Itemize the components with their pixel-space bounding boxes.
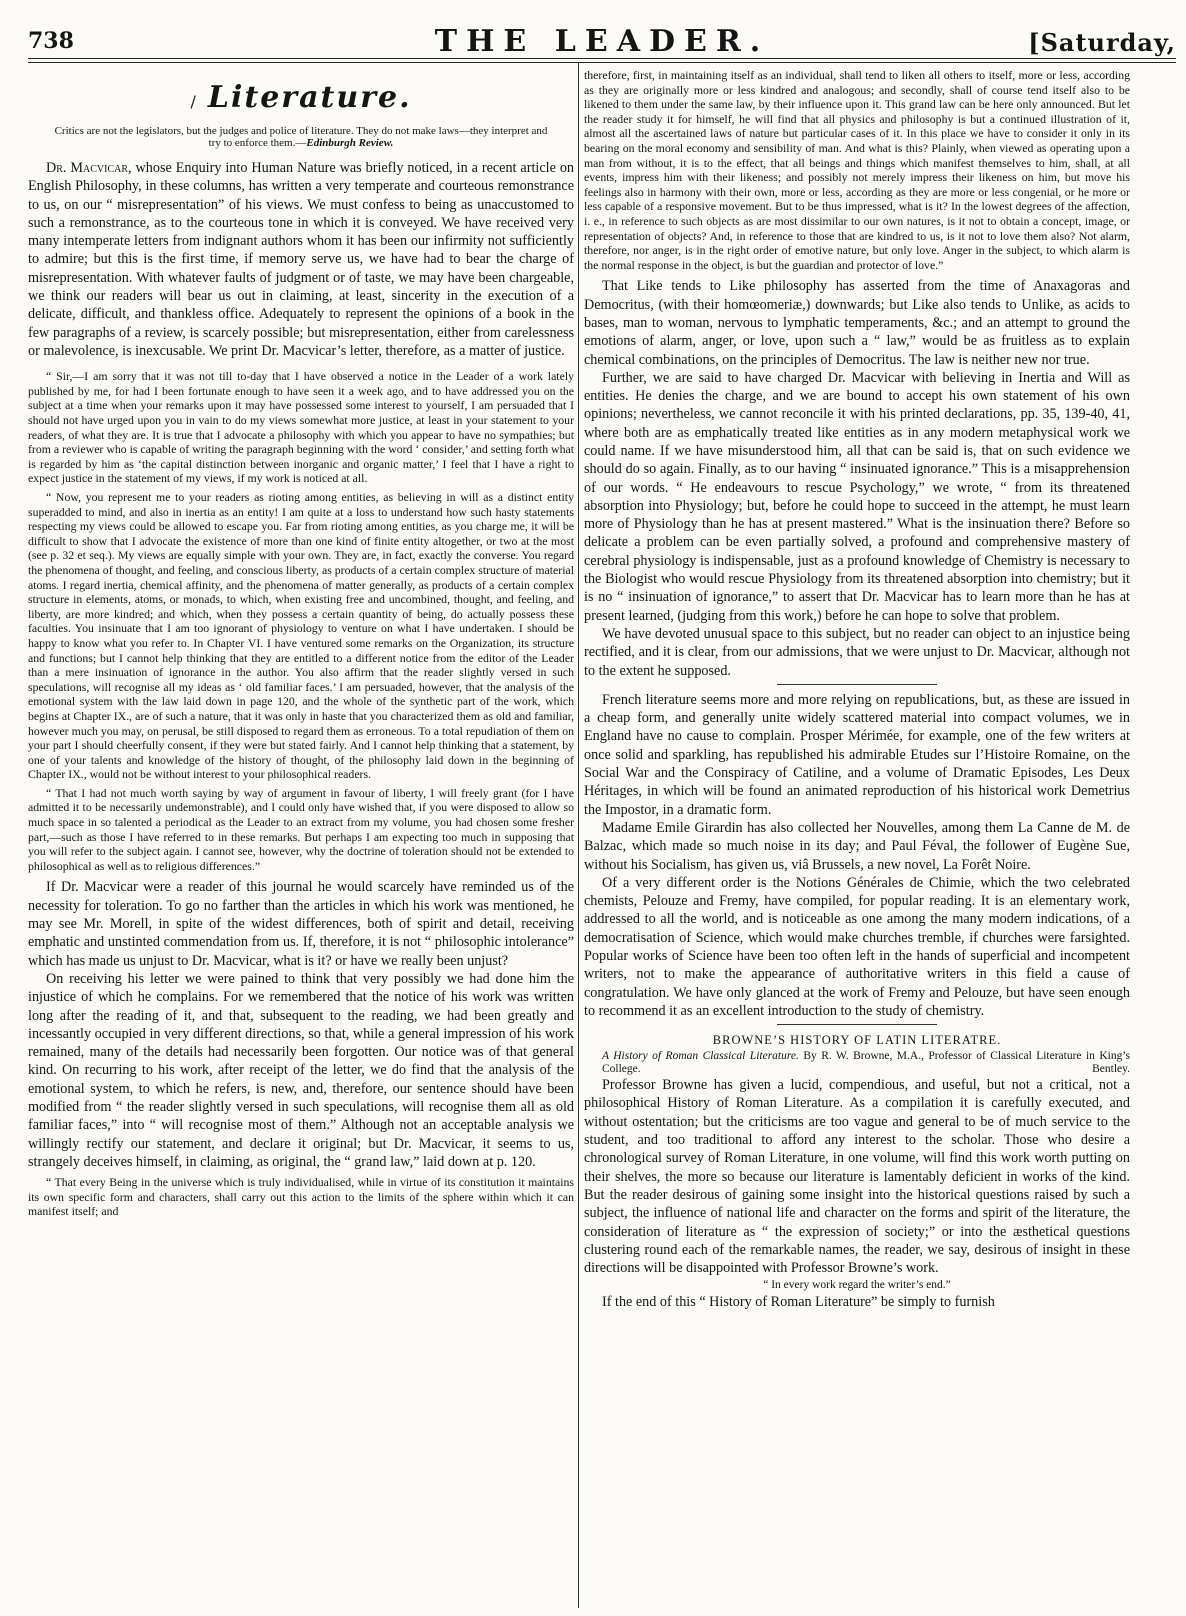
quotation-continued: therefore, first, in maintaining itself as an individual, shall tend to liken all others to itself, more or less, according as they are originally more or less kindred and analogous; and secondly, shall of course tend itself also to be likened to them under the same law, by their influence upon it. This grand law can be here only announced. But let the reader study it for himself, he will find that all physics and philosophy is but a continued illustration of it, almost all the ascertained laws of nature but particular cases of it. In this place we have to consider it only in its bearing on the moral economy and sensibility of man. And what is this? Plainly, when viewed as operating upon a man from without, it is to the effect, that all beings and things which manifest themselves to him, shall, at all events, impress him with their likeness; and possibly not merely impress their likeness on him, but move his feelings also in harmony with their own, more or less, according as they are more or less congenial, or he more or less capable of a responsive movement. But to be thus impressed, what is it? In the lowest degrees of the affection, i. e., in reference to such objects as are most dissimilar to our own natures, is it not to obtain a concept, image, or representation of objects? And, in reference to those that are kindred to us, is it not to love them also? Not alarm, therefore, nor anger, is in the right order of emotive nature, but only love. Anger in the subject, to which alarm is the normal response in the object, is but the guardian and protector of love.” bbox=[584, 68, 1130, 272]
motto bbox=[48, 125, 554, 149]
review-publisher: Bentley. bbox=[1092, 1063, 1130, 1076]
letter-paragraph: “ Sir,—I am sorry that it was not till to-day that I have observed a notice in the Leader of a work lately published by me, for had I been fortunate enough to have seen it a week ago, and to have addressed you on the subject at a time when your remarks upon it may have possessed some interest to yourself, I am persuaded that I should not have urged upon you in vain to do my views somewhat more justice, at least in your statement to your readers, of what they are. It is true that I advocate a philosophy with which you appear to have no sympathies; but from a reviewer who is capable of writing the paragraph beginning with the word ‘ consider,’ and setting forth what is regarded by him as ‘the capital distinction between inorganic and organic matter,’ I feel that I have a right to expect justice in the statement of my views, if my work is noticed at all. bbox=[28, 369, 574, 486]
article-paragraph: We have devoted unusual space to this subject, but no reader can object to an injustice being rectified, and it is clear, from our admissions, that we were unjust to Dr. Macvicar, although not to the extent he supposed. bbox=[584, 625, 1130, 679]
header-rule-second bbox=[28, 62, 1176, 63]
right-column bbox=[584, 68, 1130, 1608]
page-number: 738 bbox=[28, 28, 74, 54]
section-divider bbox=[777, 1024, 937, 1025]
article-paragraph: That Like tends to Like philosophy has asserted from the time of Anaxagoras and Democritus, (with their homœomeriæ,) downwards; but Like also tends to Unlike, as acids to bases, man to woman, nervous to lymphatic temperaments, &c.; and an attempt to ground the emotions of alarm, anger, or love, upon such a “ law,” would be as fruitless as to explain chemical combinations, on the principles of Democritus. The law is neither new nor true. bbox=[584, 278, 1130, 368]
review-paragraph: Professor Browne has given a lucid, compendious, and useful, but not a critical, not a philosophical History of Roman Literature. As a compilation it is carefully executed, and without ostentation; but the criticisms are too vague and general to be of much service to the student, and too traditional to afford any interest to the scholar. Those who desire a chronological survey of Roman Literature, in one volume, will find this work worth putting on their shelves, the more so because our literature is lamentably deficient in works of the kind. But the reader desirous of gaining some insight into the historical questions raised by such a subject, the influence of national life and character on the forms and spirit of the literature, the consideration of literature as “ the expression of society;” or into the æsthetical questions clustering round each of the remarkable names, the reader, we say, desirous of insight in these directions will be disappointed with Professor Browne’s work. bbox=[584, 1077, 1130, 1277]
article-paragraph: Further, we are said to have charged Dr. Macvicar with believing in Inertia and Will as entities. He denies the charge, and we are bound to accept his own statement of his own opinions; nevertheless, we cannot reconcile it with his printed declarations, pp. 35, 139-40, 41, where both are as emphatically treated like entities as in any modern metaphysical work we could name. If we have misunderstood him, all that can be said is, that on such evidence we should do so again. Finally, as to our having “ insinuated ignorance.” This is a misapprehension of our words. “ He endeavours to rescue Psychology,” we wrote, “ from its threatened absorption into Physiology; but, before he could hope to succeed in the attempt, he must learn more of Physiology than he has at present mastered.” What is the insinuation there? Before so delicate a problem can be even partially solved, a profound and comprehensive mastery of cerebral physiology is indispensable, just as a profound knowledge of Chemistry is necessary to the Biologist who would rescue Physiology from its threatened absorption into chemistry; but it is no “ insinuation of ignorance,” to assert that Dr. Macvicar has to learn more than he has at present learned, (judging from this work,) before he can hope to solve that problem. bbox=[584, 369, 1130, 624]
review-paragraph: If the end of this “ History of Roman Literature” be simply to furnish bbox=[602, 1294, 995, 1311]
paragraph-text: whose Enquiry into Human Nature was briefly noticed, in a recent article on English Philosophy, in these columns, has written a very temperate and courteous remonstrance to us, on our “ misrepresentation” of his views. We must confess to being as unaccustomed to such a remonstrance, as to the courteous tone in which it is conveyed. We have received very many intemperate letters from indignant authors whom it has been our infirmity not sufficiently to admire; but this is the first time, if memory serve us, we have had to bear the charge of misrepresentation. With whatever faults of judgment or of taste, we may have been chargeable, we think our readers will bear us out in claiming, at least, sincerity in the execution of a delicate, difficult, and thankless office. Adequately to represent the opinions of a book in the few paragraphs of a review, is scarcely possible; but misrepresentation, either from carelessness or malevolence, is inexcusable. We print Dr. Macvicar’s letter, therefore, as a matter of justice. bbox=[28, 160, 574, 359]
review-author: By R. W. Browne, M.A., Professor of Classical Literature in King’s College. bbox=[602, 1050, 1130, 1076]
review-citation bbox=[584, 1050, 1130, 1076]
left-column bbox=[28, 68, 574, 1608]
article-paragraph: On receiving his letter we were pained to think that very possibly we had done him the injustice of which he complains. For we remembered that the notice of his work was written long after the reading of it, and that, subsequent to the reading, we had been greatly and incessantly occupied in very different directions, so that, while a general impression of his work remained, many of the details had necessarily been forgotten. Our notice was of that general kind. On recurring to his work, after receipt of the letter, we do find that the analysis of the emotional system, to which he refers, is new, and, therefore, our sentence should have been modified from “ the reader slightly versed in such speculations, will recognise them all as old familiar faces,” into “ will recognise most of them.” Although not an acceptable analysis we willingly rectify our statement, and declare it original; but Dr. Macvicar, it seems to us, strangely deceives himself, in claiming, as original, the “ grand law,” laid down at p. 120. bbox=[28, 970, 574, 1170]
motto-source: Edinburgh Review. bbox=[306, 137, 394, 149]
article-paragraph: If Dr. Macvicar were a reader of this journal he would scarcely have reminded us of the necessity for toleration. To go no farther than the articles in which his work was mentioned, he may see Mr. Morell, in spite of the widest differences, both of spirit and detail, receiving emphatic and unstinted commendation from us. If, therefore, it is not “ philosophic intolerance” which has made us unjust to Dr. Macvicar, what is it? or have we really been unjust? bbox=[28, 879, 574, 969]
lead-name: Dr. Macvicar, bbox=[46, 160, 132, 176]
header-rule bbox=[28, 58, 1176, 59]
review-book-title: A History of Roman Classical Literature. bbox=[602, 1050, 799, 1063]
masthead: THE LEADER. bbox=[434, 24, 770, 59]
page-header bbox=[28, 18, 1176, 74]
day-label: [Saturday, bbox=[1028, 28, 1176, 57]
column-divider bbox=[578, 62, 579, 1608]
motto-text: Critics are not the legislators, but the judges and police of literature. They do not make laws—they interpret and try to enforce them.— bbox=[54, 125, 548, 149]
quotation: “ That every Being in the universe which is truly individualised, while in virtue of its constitution it maintains its own specific form and characters, shall carry out this action to the limits of the sphere within which it can manifest itself; and bbox=[28, 1175, 574, 1219]
letter-paragraph: “ That I had not much worth saying by way of argument in favour of liberty, I will freely grant (for I have admitted it to be necessarily undemonstrable), and I could only have wished that, if you were disposed to allow so much space in so talented a periodical as the Leader to an extract from my volume, you had chosen some fresher part,—such as those I have referred to in these remarks. But perhaps I am expecting too much in supposing that you will refer to the subject again. I cannot see, however, why the doctrine of toleration should not be extended to philosophical as well as to religious differences.” bbox=[28, 785, 574, 873]
article-paragraph: Of a very different order is the Notions Générales de Chimie, which the two celebrated chemists, Pelouze and Fremy, have compiled, for popular reading. It is an elementary work, addressed to all the world, and is noticeable as one among the many modern indications, of a democratisation of Science, which would make churches tremble, if churches were farsighted. Popular works of Science have been too often left in the hands of superficial and incompetent writers, not to make the appearance of authoritative writers in this field a cause of congratulation. We have only glanced at the work of Fremy and Pelouze, but have seen enough to recommend it as an excellent introduction to the study of chemistry. bbox=[584, 874, 1130, 1019]
quotation-line: “ In every work regard the writer’s end.” bbox=[763, 1279, 951, 1292]
section-title-text: Literature. bbox=[207, 80, 412, 115]
section-divider bbox=[777, 684, 937, 685]
review-heading: BROWNE’S HISTORY OF LATIN LITERATRE. bbox=[712, 1033, 1002, 1048]
letter-paragraph: “ Now, you represent me to your readers as rioting among entities, as believing in will as a distinct entity superadded to mind, and also in inertia as an entity! I am quite at a loss to understand how such hasty statements respecting my views could be allowed to escape you. Far from rioting among entities, as you charge me, it will be difficult to show that I advocate the existence of more than one kind of finite entity altogether, or two at the most (see p. 32 et seq.). My views are equally simple with your own. They are, in fact, exactly the converse. You regard the phenomena of thought, and feeling, and conscious liberty, as products of a certain complex structure of material atoms. I regard inertia, chemical affinity, and the phenomena of matter generally, as products of a certain complex structure in elements, atoms, or monads, to which, when existing free and uncombined, thought, and feeling, and liberty, are more kindred; and which, when they possess a certain quantity of being, do actually possess these faculties. You insinuate that I am too ignorant of physiology to venture on what I have undertaken. I should be happy to know what you refer to. In Chapter VI. I have ventured some remarks on the Organization, its structure and functions; but I cannot help thinking that they are entitled to a different notice from the editor of the Leader than a mere insinuation of ignorance in the author. You also affirm that the reader slightly versed in such speculations, will recognise all my ideas as ‘ old familiar faces.’ I am persuaded, however, that the analysis of the emotional system with the law laid down in page 120, and the whole of the synthetic part of the work, which begins at Chapter IX., are of such a nature, that it was only in haste that you characterized them as old and familiar, however much you may, on perusal, be still disposed to regard them as erroneous. To a total repudiation of them on your part I should cheerfully consent, if they were but stated fairly. And I cannot help thinking that a statement, by one of your talents and knowledge of the history of thought, of the philosophy laid down in the beginning of Chapter IX., would not be without interest to your philosophical readers. bbox=[28, 490, 574, 782]
section-mark: / bbox=[190, 92, 198, 111]
article-paragraph bbox=[28, 159, 574, 360]
article-paragraph: French literature seems more and more relying on republications, but, as these are issued in a cheap form, and generally unite widely scattered material into compact volumes, we in England have no cause to complain. Prosper Mérimée, for example, one of the few writers at once solid and sparkling, has republished his admirable Etudes sur l’Histoire Romaine, on the Social War and the Conspiracy of Catiline, and a volume of Dramatic Episodes, Les Deux Héritages, in which will be found an animated reproduction of his historical work Demetrius the Impostor, in a dramatic form. bbox=[584, 691, 1130, 818]
section-title bbox=[28, 80, 574, 115]
article-paragraph: Madame Emile Girardin has also collected her Nouvelles, among them La Canne de M. de Balzac, which made so much noise in its day; and Paul Féval, the follower of Eugène Sue, without his Socialism, has given us, viâ Brussels, a new novel, La Forêt Noire. bbox=[584, 819, 1130, 873]
